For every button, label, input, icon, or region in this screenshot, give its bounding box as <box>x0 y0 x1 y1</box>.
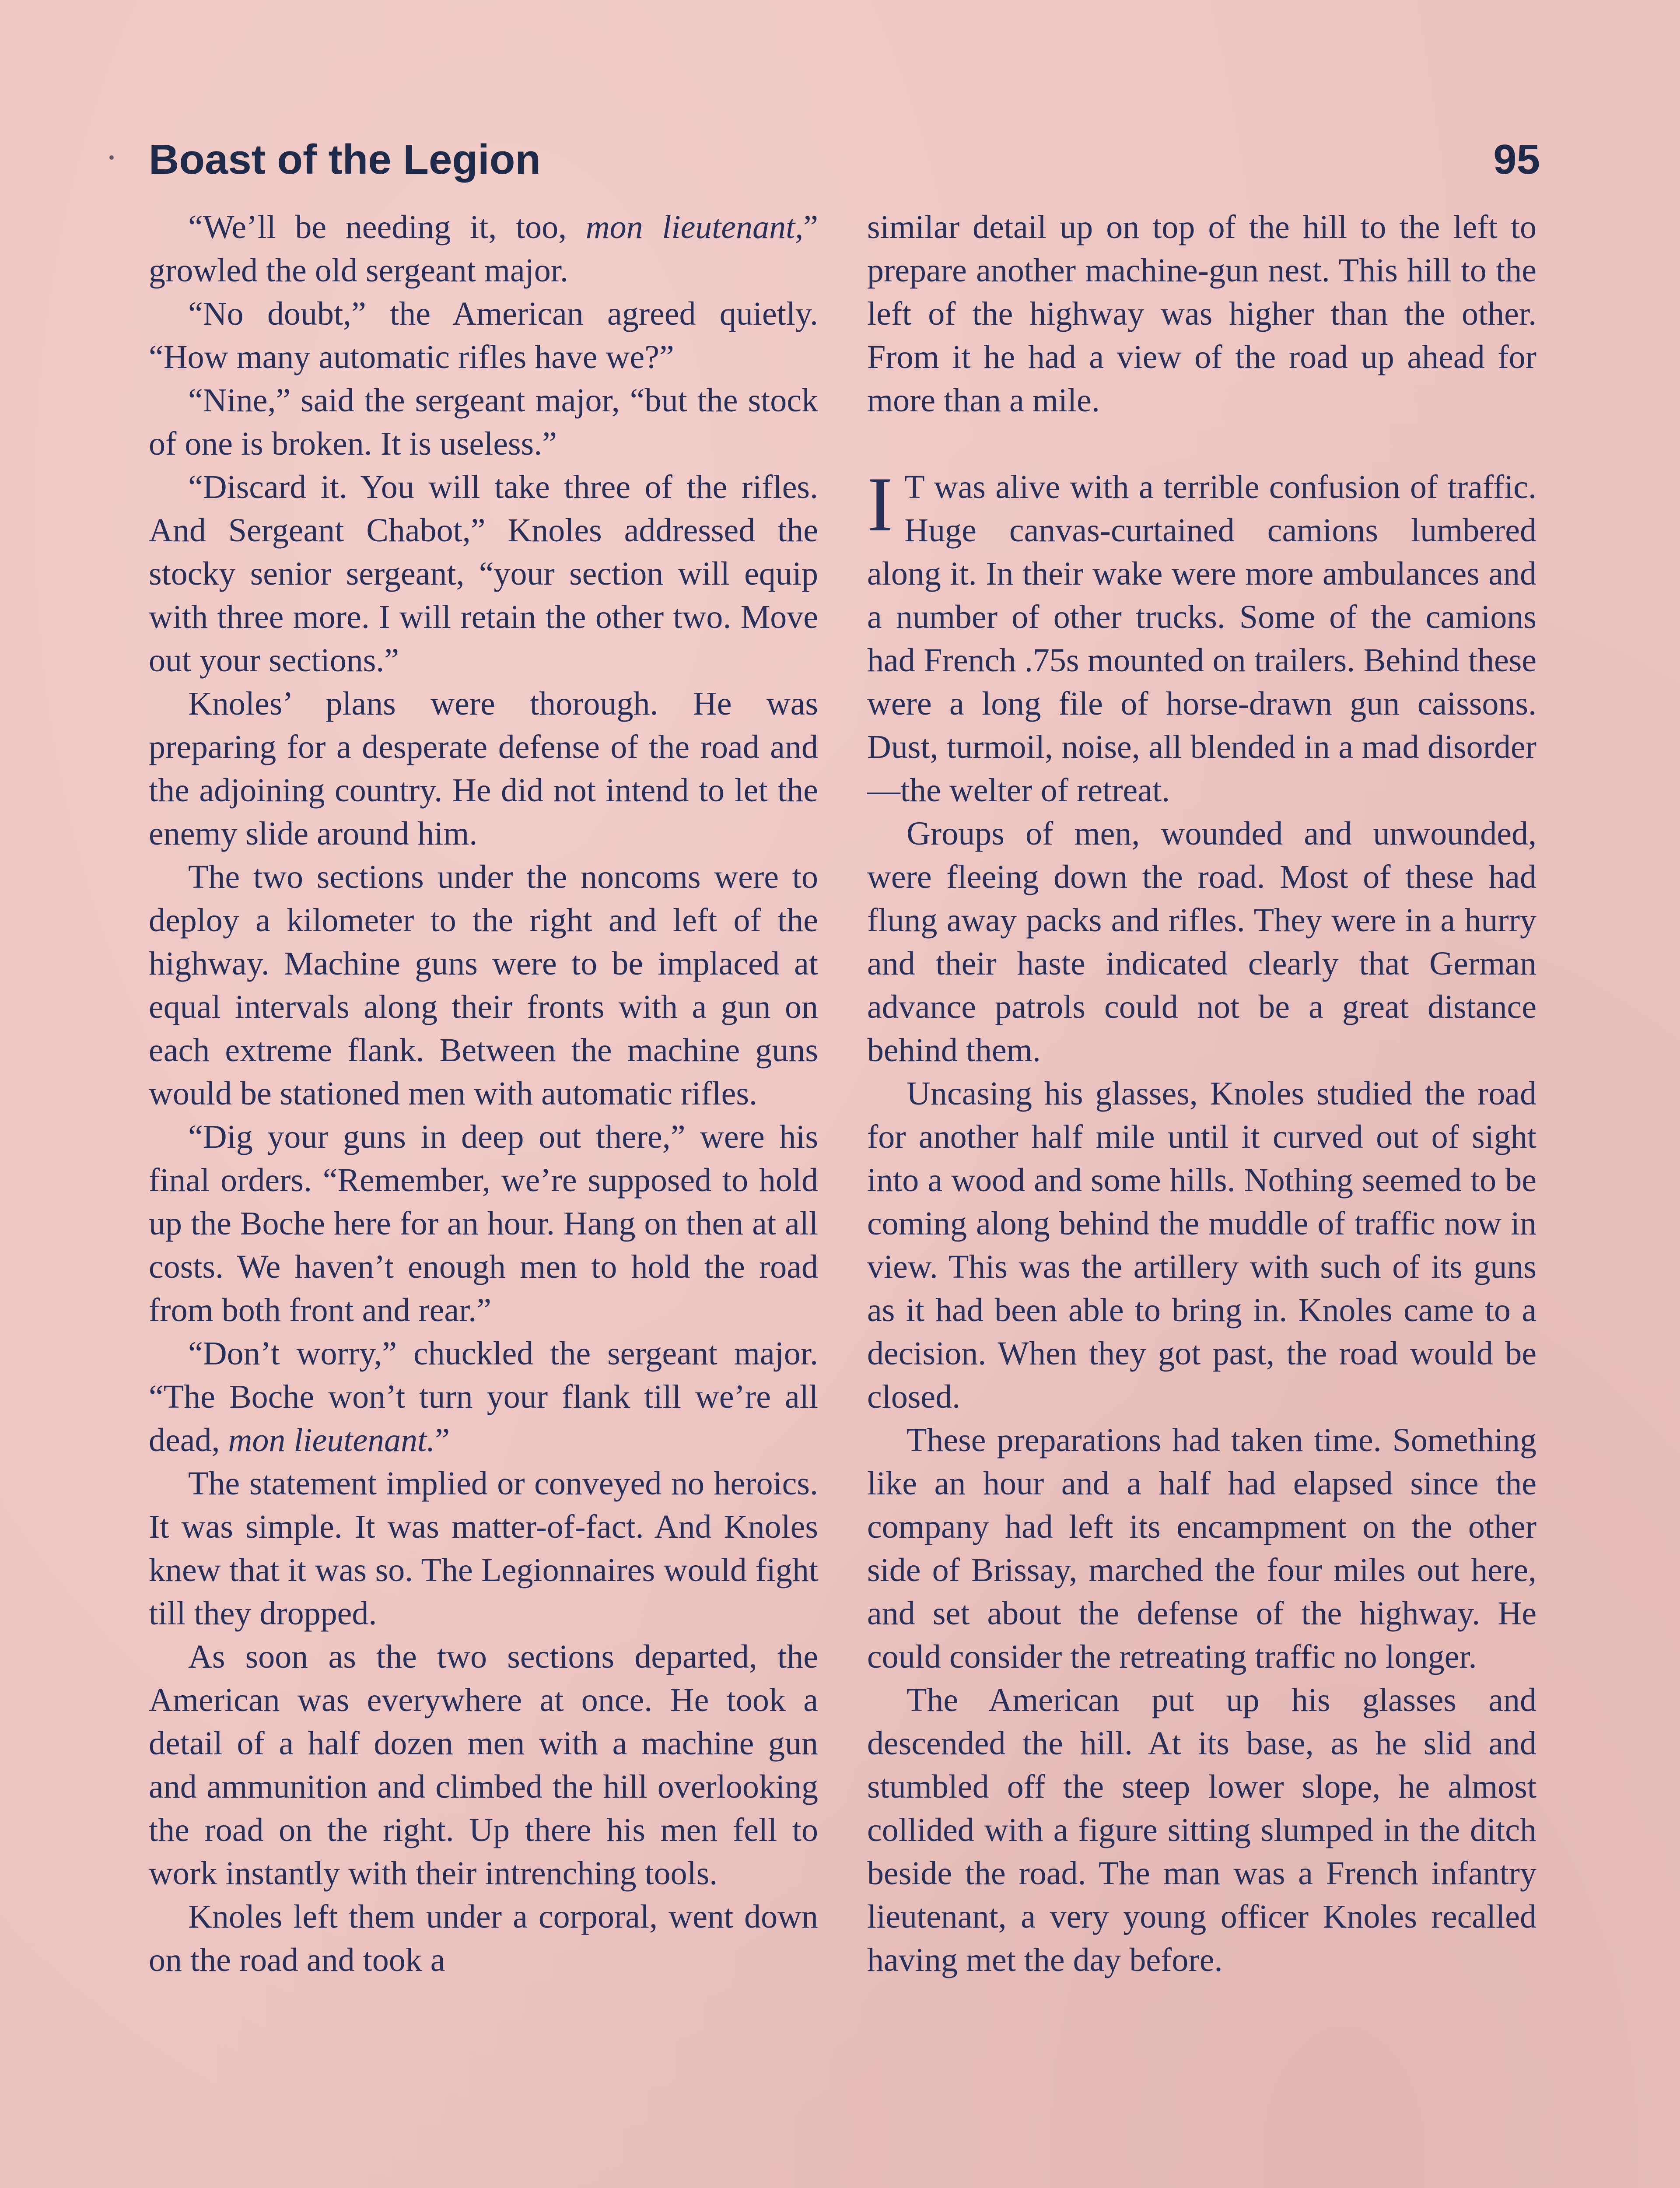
paragraph-text: Uncasing his glasses, Knoles studied the road for another half mile until it curved out of sight into a wood and some hills. Nothing seemed to be coming along behind the muddle of traffic now in view. This was the artillery with such of its guns as it had been able to bring in. Knoles came to a decision. When they got past, the road would be closed. <box>867 1075 1536 1415</box>
paragraph <box>149 292 818 379</box>
paragraph <box>149 379 818 466</box>
paragraph <box>149 856 818 1115</box>
page-header <box>149 131 1540 193</box>
running-title: Boast of the Legion <box>149 136 541 183</box>
paragraph-text: ” growled the old sergeant major. <box>149 209 819 289</box>
italic-text: mon lieutenant. <box>228 1422 435 1459</box>
paragraph-text: “We’ll be needing it, too, <box>188 209 586 245</box>
paragraph <box>149 682 818 856</box>
italic-text: mon lieutenant, <box>585 209 804 245</box>
paragraph <box>149 1462 818 1635</box>
paragraph <box>867 812 1536 1072</box>
paragraph <box>867 1679 1536 1982</box>
paragraph <box>867 1072 1536 1419</box>
paragraph <box>149 1895 818 1982</box>
right-column <box>867 206 1536 1982</box>
paragraph-text: Groups of men, wounded and unwounded, were fleeing down the road. Most of these had flung away packs and rifles. They were in a hurry and their haste indicated clearly that German advance patrols could not be a great distance behind them. <box>867 815 1536 1069</box>
paragraph <box>149 466 818 682</box>
paragraph-text: Knoles’ plans were thorough. He was preparing for a desperate defense of the road and the adjoining country. He did not intend to let the enemy slide around him. <box>149 685 818 852</box>
right-column-paragraphs <box>867 812 1536 1982</box>
paragraph-text: “No doubt,” the American agreed quietly. “How many automatic rifles have we?” <box>149 295 818 375</box>
page-number: 95 <box>1493 136 1540 183</box>
paragraph-text: “Nine,” said the sergeant major, “but the stock of one is broken. It is useless.” <box>149 382 818 462</box>
paragraph-text: The statement implied or conveyed no heroics. It was simple. It was matter-of-fact. And Knoles knew that it was so. The Legionnaires would fight till they dropped. <box>149 1465 818 1632</box>
ink-speck <box>109 155 114 160</box>
paragraph-text: As soon as the two sections departed, the American was everywhere at once. He took a detail of a half dozen men with a machine gun and ammunition and climbed the hill overlooking the road on the right. Up there his men fell to work instantly with their intrenching tools. <box>149 1638 818 1892</box>
paragraph-text: “Dig your guns in deep out there,” were his final orders. “Remember, we’re supposed to hold up the Boche here for an hour. Hang on then at all costs. We haven’t enough men to hold the road from both front and rear.” <box>149 1119 818 1329</box>
paragraph <box>149 1115 818 1332</box>
drop-cap: I <box>867 461 893 547</box>
paragraph-text: These preparations had taken time. Something like an hour and a half had elapsed since the company had left its encampment on the other side of Brissay, marched the four miles out here, and set about the defense of the highway. He could consider the retreating traffic no longer. <box>867 1422 1536 1675</box>
paragraph-text: The two sections under the noncoms were to deploy a kilometer to the right and left of the highway. Machine guns were to be implaced at equal intervals along their fronts with a gun on each extreme flank. Between the machine guns would be stationed men with automatic rifles. <box>149 859 818 1112</box>
paragraph <box>149 1635 818 1895</box>
section-opening-paragraph <box>867 461 1536 812</box>
paragraph <box>149 1332 818 1462</box>
left-column <box>149 206 818 1982</box>
paragraph <box>149 206 818 292</box>
paragraph-text: Knoles left them under a corporal, went down on the road and took a <box>149 1898 818 1978</box>
section-opening-text: T was alive with a terrible confusion of traffic. Huge canvas-curtained camions lumbered along it. In their wake were more ambulances and a number of other trucks. Some of the camions had French .75s mounted on trailers. Behind these were a long file of horse-drawn gun caissons. Dust, turmoil, noise, all blended in a mad disorder—the welter of retreat. <box>867 469 1536 809</box>
paragraph-text: “Discard it. You will take three of the rifles. And Sergeant Chabot,” Knoles addressed the stocky senior sergeant, “your section will equip with three more. I will retain the other two. Move out your sections.” <box>149 469 818 679</box>
paragraph-text: “Don’t worry,” chuckled the sergeant major. “The Boche won’t turn your flank till we’re all dead, <box>149 1335 818 1459</box>
paragraph-text: ” <box>435 1422 450 1459</box>
continued-paragraph: similar detail up on top of the hill to the left to prepare another machine-gun nest. This hill to the left of the highway was higher than the other. From it he had a view of the road up ahead for more than a mile. <box>867 209 1536 419</box>
paragraph-text: The American put up his glasses and descended the hill. At its base, as he slid and stumbled off the steep lower slope, he almost collided with a figure sitting slumped in the ditch beside the road. The man was a French infantry lieutenant, a very young officer Knoles recalled having met the day before. <box>867 1682 1536 1978</box>
paragraph <box>867 1419 1536 1679</box>
